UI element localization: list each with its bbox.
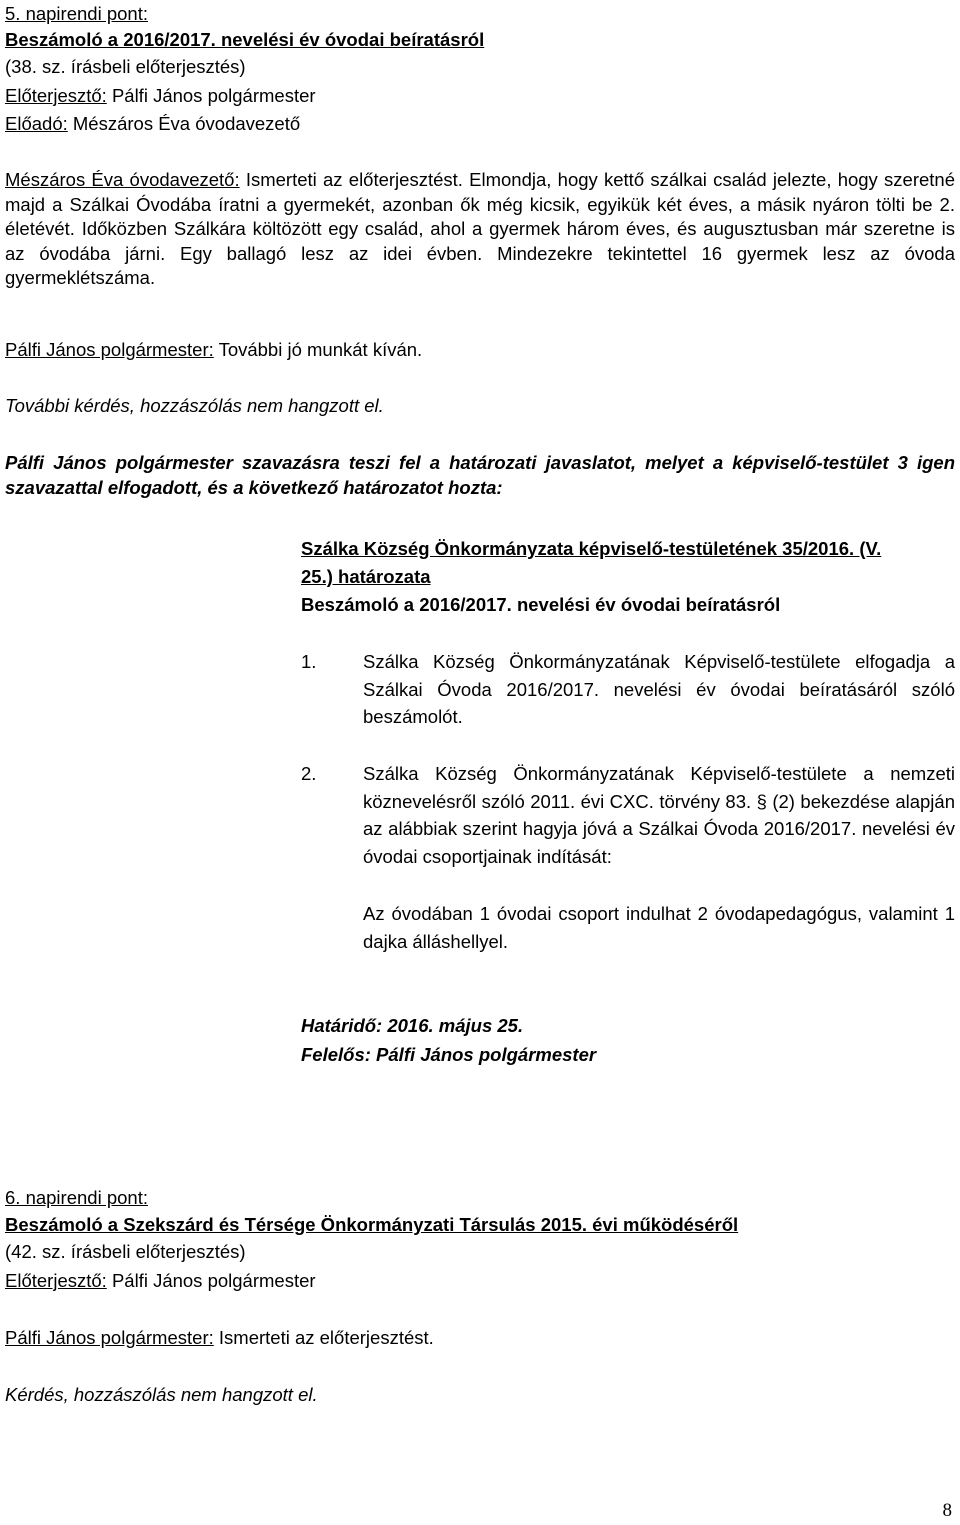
resolution-point2-num: 2. (301, 763, 317, 784)
resolution-point2-sub: Az óvodában 1 óvodai csoport indulhat 2 óvodapedagógus, valamint 1 dajka álláshellyel. (363, 903, 955, 952)
resolution-point2-text: Szálka Község Önkormányzatának Képviselő-testülete a nemzeti köznevelésről szóló 2011. évi CXC. törvény 83. § (2) bekezdése alapján az alábbiak szerint hagyja jóvá a Szálkai Óvoda 2016/2017. nevelési év óvodai csoportjainak indítását: (363, 763, 955, 867)
presenter-name: Pálfi János polgármester (111, 85, 316, 106)
statement-label: Mészáros Éva óvodavezető: (5, 169, 240, 190)
mayor-label: Pálfi János polgármester: (5, 1327, 214, 1348)
item5-speaker (5, 112, 300, 136)
item5-title: Beszámoló a 2016/2017. nevelési év óvodai beíratásról (5, 29, 485, 50)
item5-heading: 5. napirendi pont: (5, 3, 148, 24)
item6-no-questions: Kérdés, hozzászólás nem hangzott el. (5, 1384, 318, 1405)
resolution-point1-num: 1. (301, 651, 317, 672)
statement-text: Ismerteti az előterjesztést. Elmondja, hogy kettő szálkai család jelezte, hogy szeretné majd a Szálkai Óvodába íratni a gyermekét, azonban ők még kicsik, egyikük két éves, a másik nyáron tölti be 2. életévét. Időközben Szálkára költözött egy család, ahol a gyermek három éves, és augusztusban már szeretne is az óvodába járni. Egy ballagó lesz az idei évben. Mindezekre tekintettel 16 gyermek lesz az óvoda gyermeklétszáma. (5, 169, 955, 288)
mayor-label: Pálfi János polgármester: (5, 339, 214, 360)
speaker-name: Mészáros Éva óvodavezető (72, 113, 301, 134)
resolution-point1-text: Szálka Község Önkormányzatának Képviselő-testülete elfogadja a Szálkai Óvoda 2016/2017. nevelési év óvodai beíratásáról szóló beszámolót. (363, 651, 955, 727)
presenter-label: Előterjesztő: (5, 1270, 107, 1291)
resolution-responsible: Felelős: Pálfi János polgármester (301, 1044, 597, 1065)
speaker-label: Előadó: (5, 113, 68, 134)
item6-title: Beszámoló a Szekszárd és Térsége Önkormányzati Társulás 2015. évi működéséről (5, 1214, 739, 1235)
resolution-line1: Szálka Község Önkormányzata képviselő-testületének 35/2016. (V. (301, 538, 882, 559)
item6-presenter (5, 1269, 316, 1293)
page-number: 8 (942, 1500, 952, 1521)
item5-vote: Pálfi János polgármester szavazásra teszi fel a határozati javaslatot, melyet a képviselő-testület 3 igen szavazattal elfogadott, és a következő határozatot hozta: (5, 452, 955, 498)
resolution-line2: 25.) határozata (301, 566, 431, 587)
item5-mayor-remark (5, 338, 422, 362)
item5-statement (5, 168, 955, 291)
resolution-deadline: Határidő: 2016. május 25. (301, 1015, 524, 1036)
mayor-text: További jó munkát kíván. (218, 339, 423, 360)
item5-presenter (5, 84, 316, 108)
presenter-name: Pálfi János polgármester (111, 1270, 316, 1291)
presenter-label: Előterjesztő: (5, 85, 107, 106)
item6-heading: 6. napirendi pont: (5, 1187, 148, 1208)
resolution-title: Beszámoló a 2016/2017. nevelési év óvodai beíratásról (301, 594, 781, 615)
mayor-text: Ismerteti az előterjesztést. (218, 1327, 434, 1348)
item5-no-questions: További kérdés, hozzászólás nem hangzott el. (5, 395, 384, 416)
item6-ref: (42. sz. írásbeli előterjesztés) (5, 1241, 246, 1262)
item6-mayor-remark (5, 1326, 434, 1350)
item5-ref: (38. sz. írásbeli előterjesztés) (5, 56, 246, 77)
